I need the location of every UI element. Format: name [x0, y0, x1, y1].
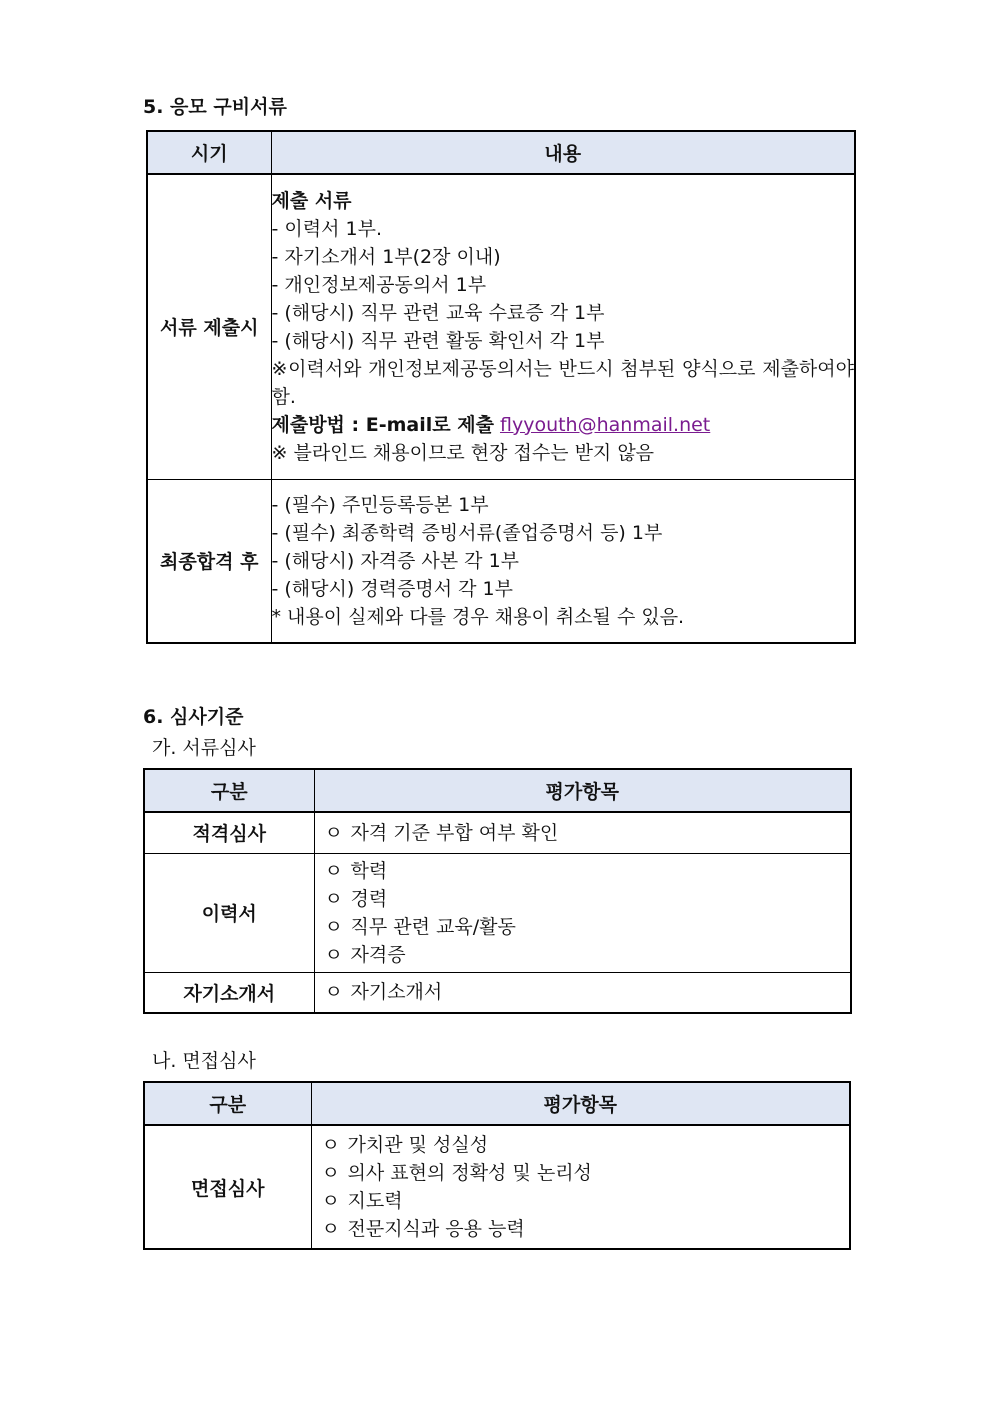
- bullet-icon: ㅇ: [321, 1134, 340, 1156]
- list-item: * 내용이 실제와 다를 경우 채용이 취소될 수 있음.: [271, 605, 685, 628]
- list-item: ㅇ 자기소개서: [315, 978, 851, 1006]
- list-item: ㅇ 지도력: [312, 1187, 850, 1215]
- header-criteria: 평가항목: [311, 1082, 850, 1125]
- header-period: 시기: [147, 131, 271, 174]
- list-item: ㅇ 자격증: [315, 941, 851, 969]
- bullet-icon: ㅇ: [321, 1162, 340, 1184]
- bullet-icon: ㅇ: [324, 859, 343, 882]
- blind-notice: ※ 블라인드 채용이므로 현장 접수는 받지 않음: [271, 441, 655, 464]
- header-category: 구분: [144, 1082, 311, 1125]
- doc-review-title: 가. 서류심사: [152, 737, 256, 759]
- table-row: [144, 853, 851, 972]
- bullet-icon: ㅇ: [324, 981, 343, 1004]
- bullet-icon: ㅇ: [321, 1190, 340, 1212]
- table-row: [147, 174, 855, 479]
- list-item: - (해당시) 직무 관련 교육 수료증 각 1부: [271, 301, 605, 324]
- submission-method: [272, 411, 855, 439]
- row-label: 이력서: [144, 853, 314, 972]
- row-content: [314, 812, 851, 853]
- header-category: 구분: [144, 769, 314, 812]
- submission-heading: 제출 서류: [271, 189, 352, 212]
- list-item: - 이력서 1부.: [271, 217, 382, 240]
- list-item: ㅇ 전문지식과 응용 능력: [312, 1215, 850, 1243]
- list-item: ㅇ 경력: [315, 885, 851, 913]
- bullet-icon: ㅇ: [324, 887, 343, 910]
- bullet-icon: ㅇ: [324, 821, 343, 844]
- table-row: [147, 479, 855, 643]
- row-label: 면접심사: [144, 1125, 311, 1249]
- list-item: - (해당시) 경력증명서 각 1부: [271, 577, 513, 600]
- list-item: - (필수) 최종학력 증빙서류(졸업증명서 등) 1부: [271, 521, 663, 544]
- list-item: - 자기소개서 1부(2장 이내): [271, 245, 501, 268]
- row-label: 최종합격 후: [147, 479, 271, 643]
- row-label: 서류 제출시: [147, 174, 271, 479]
- list-item: ㅇ 학력: [315, 857, 851, 885]
- form-note: ※이력서와 개인정보제공동의서는 반드시 첨부된 양식으로 제출하여야 함.: [271, 357, 854, 408]
- interview-table: [143, 1081, 851, 1250]
- header-content: 내용: [271, 131, 855, 174]
- documents-table: [146, 130, 856, 644]
- row-content: [271, 174, 855, 479]
- bullet-icon: ㅇ: [324, 943, 343, 966]
- table-row: [144, 1125, 850, 1249]
- bullet-icon: ㅇ: [324, 915, 343, 938]
- section-5-title: 5. 응모 구비서류: [143, 96, 287, 118]
- email-link[interactable]: flyyouth@hanmail.net: [499, 413, 711, 436]
- table-row: [144, 812, 851, 853]
- bullet-icon: ㅇ: [321, 1218, 340, 1240]
- list-item: ㅇ 가치관 및 성실성: [312, 1131, 850, 1159]
- row-label: 자기소개서: [144, 972, 314, 1013]
- list-item: - (해당시) 자격증 사본 각 1부: [271, 549, 520, 572]
- list-item: ㅇ 자격 기준 부합 여부 확인: [315, 819, 851, 847]
- row-label: 적격심사: [144, 812, 314, 853]
- list-item: - (필수) 주민등록등본 1부: [271, 493, 489, 516]
- row-content: [314, 853, 851, 972]
- doc-review-table: [143, 768, 852, 1014]
- interview-title: 나. 면접심사: [152, 1050, 256, 1072]
- list-item: ㅇ 의사 표현의 정확성 및 논리성: [312, 1159, 850, 1187]
- list-item: ㅇ 직무 관련 교육/활동: [315, 913, 851, 941]
- table-row: [144, 972, 851, 1013]
- list-item: - 개인정보제공동의서 1부: [271, 273, 487, 296]
- section-6-title: 6. 심사기준: [143, 706, 244, 728]
- row-content: [314, 972, 851, 1013]
- row-content: [271, 479, 855, 643]
- header-criteria: 평가항목: [314, 769, 851, 812]
- row-content: [311, 1125, 850, 1249]
- list-item: - (해당시) 직무 관련 활동 확인서 각 1부: [271, 329, 605, 352]
- submission-method-label: 제출방법 : E-mail로 제출: [271, 413, 494, 436]
